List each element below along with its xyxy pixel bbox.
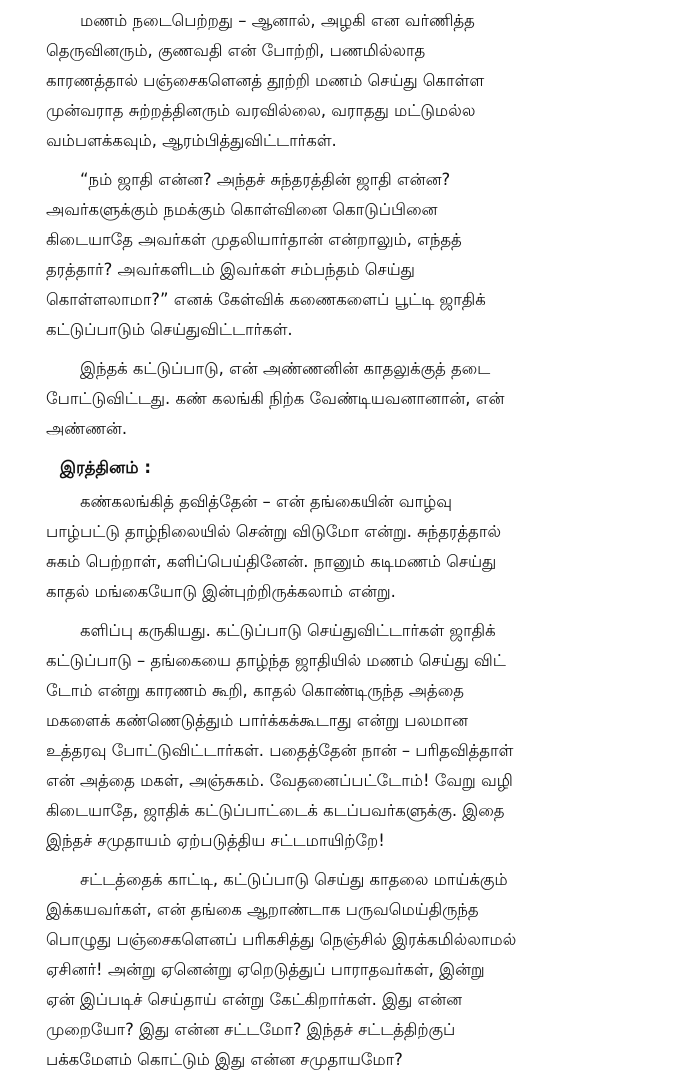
text-line: இந்தச் சமுதாயம் ஏற்படுத்திய சட்டமாயிற்றே! — [46, 831, 385, 850]
text-line: சுகம் பெற்றாள், களிப்பெய்தினேன். நானும் கடிமணம் செய்து — [46, 552, 497, 571]
text-line: பக்கமேளம் கொட்டும் இது என்ன சமுதாயமோ? — [46, 1050, 403, 1069]
text-line: ஏசினர்! அன்று ஏனென்று ஏறெடுத்துப் பாராதவர்கள், இன்று — [46, 960, 485, 979]
text-line: மணம் நடைபெற்றது – ஆனால், அழகி என வர்ணித்த — [80, 11, 475, 30]
text-line: என் அத்தை மகள், அஞ்சுகம். வேதனைப்பட்டோம்! வேறு வழி — [46, 771, 513, 790]
paragraph-1 — [46, 6, 659, 156]
text-line: “நம் ஜாதி என்ன? அந்தச் சுந்தரத்தின் ஜாதி என்ன? — [80, 170, 451, 189]
text-line: மகளைக் கண்ணெடுத்தும் பார்க்கக்கூடாது என்று பலமான — [46, 711, 468, 730]
text-line: உத்தரவு போட்டுவிட்டார்கள். பதைத்தேன் நான் – பரிதவித்தாள் — [46, 741, 514, 760]
text-line: அண்ணன். — [46, 419, 128, 438]
text-line: தரத்தார்? அவர்களிடம் இவர்கள் சம்பந்தம் செய்து — [46, 260, 415, 279]
text-line: கட்டுப்பாடும் செய்துவிட்டார்கள். — [46, 320, 293, 339]
text-line: கிடையாதே, ஜாதிக் கட்டுப்பாட்டைக் கடப்பவர்களுக்கு. இதை — [46, 801, 505, 820]
text-line: தெருவினரும், குணவதி என் போற்றி, பணமில்லாத — [46, 41, 426, 60]
text-line: ஏன் இப்படிச் செய்தாய் என்று கேட்கிறார்கள். இது என்ன — [46, 990, 463, 1009]
text-line: பாழ்பட்டு தாழ்நிலையில் சென்று விடுமோ என்று. சுந்தரத்தால் — [46, 522, 501, 541]
text-line: அவர்களுக்கும் நமக்கும் கொள்வினை கொடுப்பினை — [46, 200, 438, 219]
text-line: கிடையாதே அவர்கள் முதலியார்தான் என்றாலும், எந்தத் — [46, 230, 462, 249]
text-line: கட்டுப்பாடு – தங்கையை தாழ்ந்த ஜாதியில் மணம் செய்து விட் — [46, 651, 506, 670]
paragraph-5 — [46, 616, 659, 856]
paragraph-3 — [46, 354, 659, 444]
text-line: முன்வராத சுற்றத்தினரும் வரவில்லை, வராதது மட்டுமல்ல — [46, 101, 476, 120]
text-line: வம்பளக்கவும், ஆரம்பித்துவிட்டார்கள். — [46, 131, 337, 150]
paragraph-2 — [46, 165, 659, 345]
text-line: காதல் மங்கையோடு இன்புற்றிருக்கலாம் என்று. — [46, 582, 396, 601]
text-line: களிப்பு கருகியது. கட்டுப்பாடு செய்துவிட்டார்கள் ஜாதிக் — [80, 621, 496, 640]
text-line: காரணத்தால் பஞ்சைகளெனத் தூற்றி மணம் செய்து கொள்ள — [46, 71, 485, 90]
text-line: கண்கலங்கித் தவித்தேன் – என் தங்கையின் வாழ்வு — [80, 492, 452, 511]
paragraph-4 — [46, 487, 659, 607]
text-line: கொள்ளலாமா?” எனக் கேள்விக் கணைகளைப் பூட்டி ஜாதிக் — [46, 290, 486, 309]
text-line: சட்டத்தைக் காட்டி, கட்டுப்பாடு செய்து காதலை மாய்க்கும் — [80, 870, 508, 889]
text-line: போட்டுவிட்டது. கண் கலங்கி நிற்க வேண்டியவனானான், என் — [46, 389, 505, 408]
text-line: இந்தக் கட்டுப்பாடு, என் அண்ணனின் காதலுக்குத் தடை — [80, 359, 491, 378]
text-line: டோம் என்று காரணம் கூறி, காதல் கொண்டிருந்த அத்தை — [46, 681, 464, 700]
speaker-heading: இரத்தினம் : — [60, 458, 151, 477]
paragraph-6 — [46, 865, 659, 1075]
text-line: பொழுது பஞ்சைகளெனப் பரிகசித்து நெஞ்சில் இரக்கமில்லாமல் — [46, 930, 517, 949]
text-line: முறையோ? இது என்ன சட்டமோ? இந்தச் சட்டத்திற்குப் — [46, 1020, 456, 1039]
text-line: இக்கயவர்கள், என் தங்கை ஆறாண்டாக பருவமெய்திருந்த — [46, 900, 479, 919]
